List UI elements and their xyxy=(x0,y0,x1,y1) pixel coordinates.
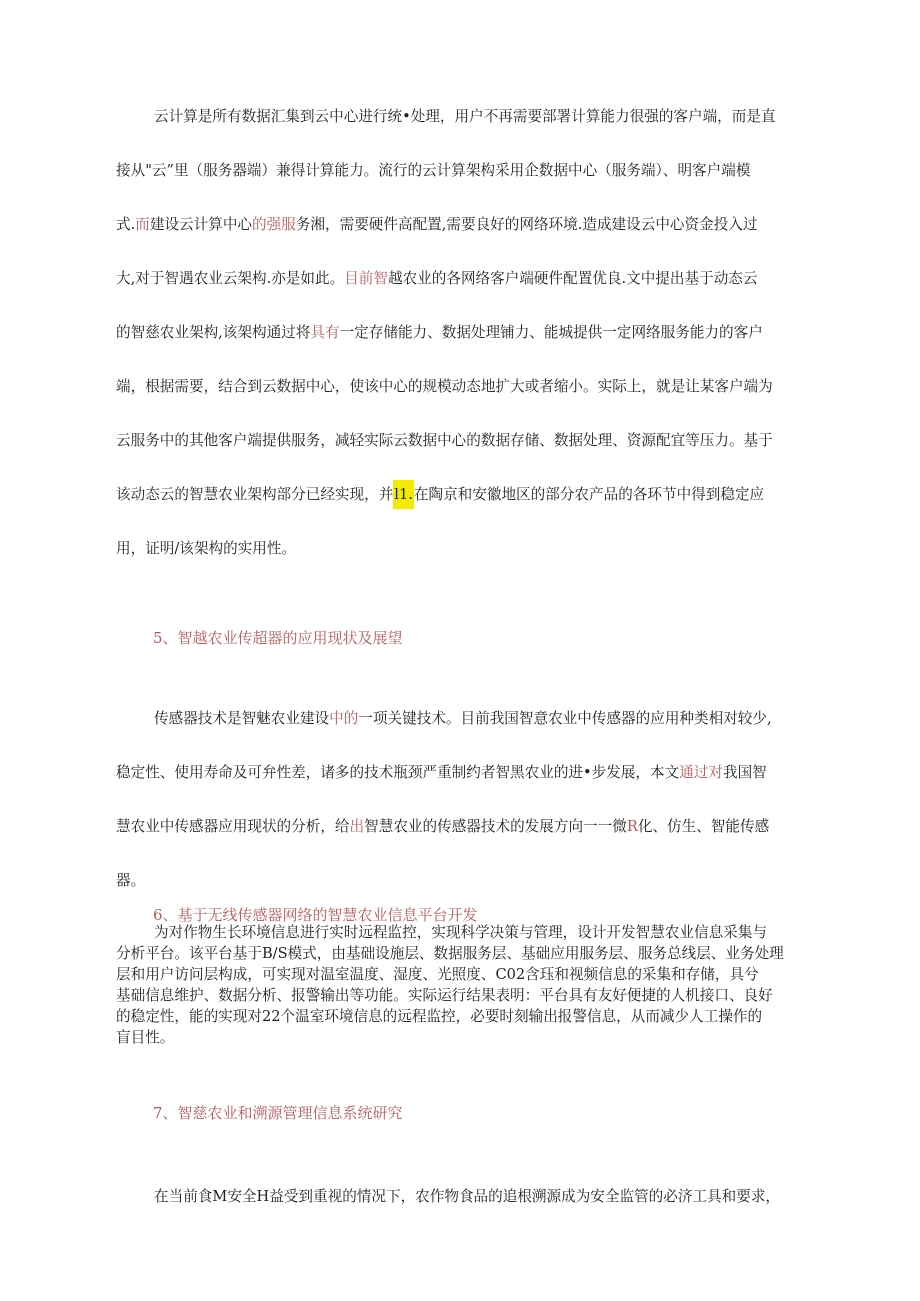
highlighted-text: 中的 xyxy=(329,710,359,727)
text-line: 为对作物生长环境信息进行实时远程监控，实现科学决策与管理，设计开发智慧农业信息采集与 xyxy=(154,924,767,941)
text-line: 大,对于智遇农业云架构.亦是如此。目前智越农业的各网络客户端硬件配置优良.文中提出基于动态云 xyxy=(116,270,758,287)
text-line: 稳定性、使用寿命及可弁性差，诸多的技术瓶颈严重制约者智黑农业的进•步发展，本文通过对我国智 xyxy=(116,764,767,781)
highlighted-text: 出 xyxy=(349,818,365,835)
text-line: 盲目性。 xyxy=(116,1029,175,1046)
text-line: 用，证明/该架构的实用性。 xyxy=(116,540,297,557)
text-line: 基础信息维护、数据分析、报警输出等功能。实际运行结果表明：平台具有友好便捷的人机接口、良好 xyxy=(116,987,773,1004)
paragraph-sensor-technology xyxy=(116,692,810,908)
text-line: 分析平台。该平台基于B/S模式，由基础设施层、数据服务层、基础应用服务层、服务总线层、业务处理 xyxy=(116,945,784,962)
paragraph-cloud-architecture xyxy=(116,90,810,576)
section-heading-7: 7、智慈农业和溯源管理信息系统研究 xyxy=(153,1104,403,1122)
paragraph-info-platform xyxy=(116,922,810,1048)
highlighted-text: 通过对 xyxy=(679,764,723,781)
highlighted-text: 目前智 xyxy=(344,270,388,287)
section-heading-6: 6、基于无线传感器网络的智慧农业信息平台开发 xyxy=(153,906,478,924)
paragraph-traceability xyxy=(116,1170,810,1224)
text-line: 层和用户访问层构成，可实现对温室温度、湿度、光照度、C02含珏和视频信息的采集和存储，具兮 xyxy=(116,966,759,983)
highlighted-text: 具有 xyxy=(310,324,340,341)
text-line: 在当前食M安全H益受到重视的情况下，农作物食品的追根溯源成为安全监管的必济工具和要求， xyxy=(154,1188,781,1205)
text-line: 端，根据需要，结合到云数据中心，使该中心的规模动态地扩大或者缩小。实际上，就是让某客户端为 xyxy=(116,378,773,395)
text-line: 的稳定性，能的实现对22个温室环境信息的远程监控，必要时刻输出报警信息，从而减少人工操作的 xyxy=(116,1008,763,1025)
highlighted-text: R xyxy=(626,818,638,835)
text-line: 的智慈农业架构,该架构通过将具有一定存储能力、数据处理铺力、能城提供一定网络服务能力的客户 xyxy=(116,324,763,341)
text-line: 传感器技术是智魅农业建设中的一项关键技术。目前我国智意农业中传感器的应用种类相对较少, xyxy=(154,710,772,727)
text-line: 云计算是所有数据汇集到云中心进行统•处理，用户不再需要部署计算能力很强的客户端，而是直 xyxy=(154,108,776,125)
highlighted-text: 而 xyxy=(135,216,150,233)
text-line: 该动态云的智慧农业架构部分已经实现，并l1.在陶京和安徽地区的部分农产品的各环节中得到稳定应 xyxy=(116,468,810,522)
text-line: 式.而建设云计算中心的强服务湘，需要硬件高配置,需要良好的网络环境.造成建设云中心资金投入过 xyxy=(116,216,758,233)
text-line: 接从"云”里（服务器端）兼得计算能力。流行的云计算架构采用企数据中心（服务端）、明客户端模 xyxy=(116,162,751,179)
text-line: 器。 xyxy=(116,872,146,889)
section-heading-5: 5、智越农业传超器的应用现状及展望 xyxy=(153,629,403,647)
text-line: 慧农业中传感器应用现状的分析，给出智慧农业的传感器技术的发展方向一一微R化、仿生、智能传感 xyxy=(116,818,770,835)
text-line: 云服务中的其他客户端提供服务，减轻实际云数据中心的数据存储、数据处理、资源配宜等压力。基于 xyxy=(116,432,773,449)
yellow-highlight-mark: l1. xyxy=(393,480,414,509)
highlighted-text: 的强服 xyxy=(252,216,296,233)
